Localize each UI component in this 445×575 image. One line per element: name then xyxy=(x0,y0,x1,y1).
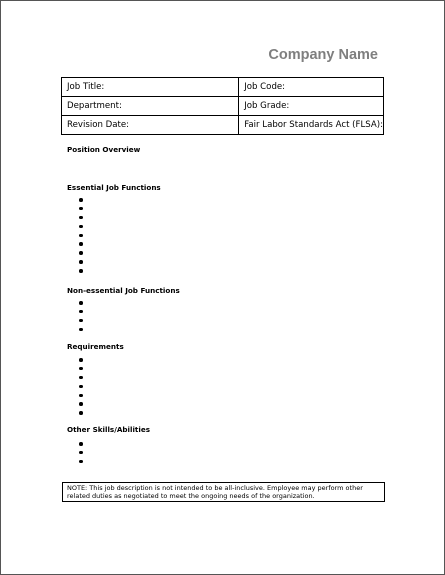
other-skills-heading: Other Skills/Abilities xyxy=(67,425,150,434)
department-cell: Department: xyxy=(62,97,239,116)
job-grade-cell: Job Grade: xyxy=(239,97,384,116)
company-name: Company Name xyxy=(268,47,378,63)
flsa-cell: Fair Labor Standards Act (FLSA): xyxy=(239,116,384,135)
disclaimer-note: NOTE: This job description is not intended to be all-inclusive. Employee may perform other related duties as negotiated to meet the ongoing needs of the organization. xyxy=(62,482,385,502)
non-essential-functions-heading: Non-essential Job Functions xyxy=(67,286,180,295)
position-overview-heading: Position Overview xyxy=(67,145,141,154)
revision-date-cell: Revision Date: xyxy=(62,116,239,135)
job-info-table xyxy=(61,77,384,135)
table-row xyxy=(62,78,384,97)
table-row xyxy=(62,116,384,135)
table-row xyxy=(62,97,384,116)
requirements-heading: Requirements xyxy=(67,342,124,351)
job-title-cell: Job Title: xyxy=(62,78,239,97)
essential-functions-heading: Essential Job Functions xyxy=(67,183,161,192)
job-code-cell: Job Code: xyxy=(239,78,384,97)
